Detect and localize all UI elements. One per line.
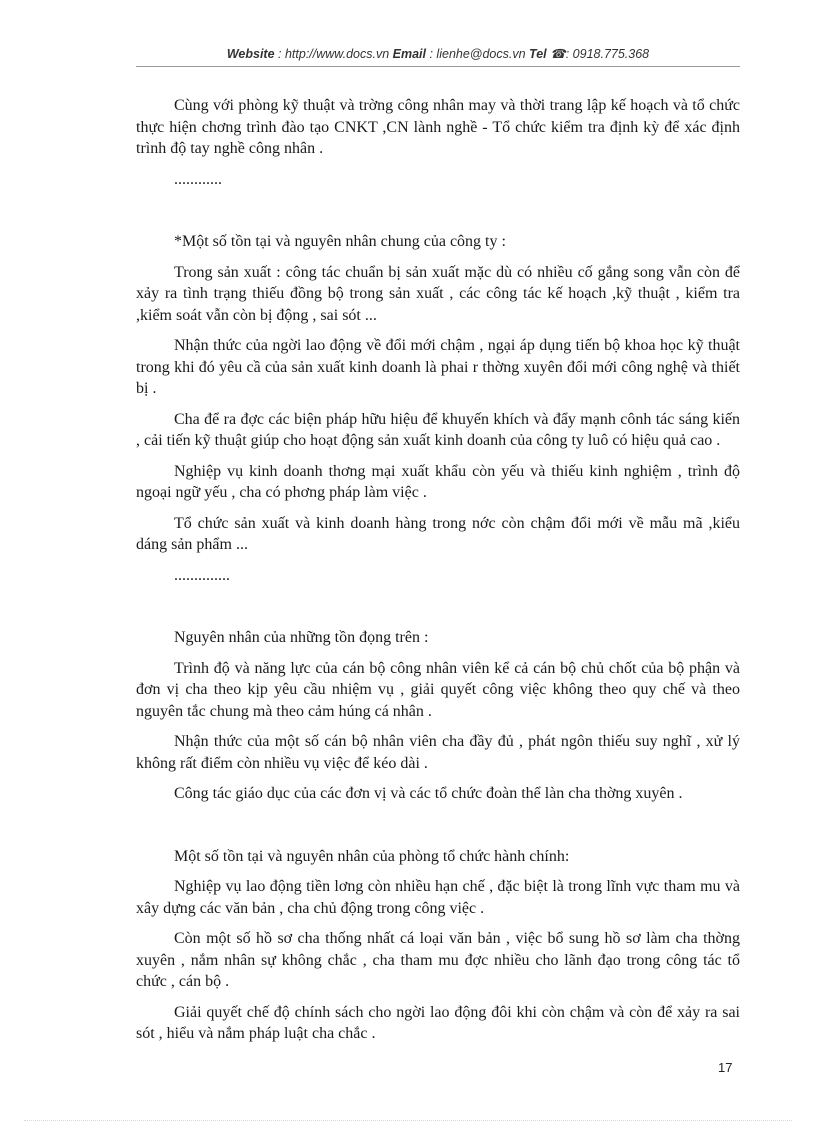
website-url: : http://www.docs.vn: [274, 47, 393, 61]
email-address: : lienhe@docs.vn: [426, 47, 530, 61]
paragraph: Giải quyết chế độ chính sách cho ngời lao động đôi khi còn chậm và còn để xảy ra sai sót , hiểu và nắm pháp luật cha chắc .: [136, 1003, 740, 1042]
spacer: [136, 199, 740, 231]
paragraph: Tổ chức sản xuất và kinh doanh hàng trong nớc còn chậm đổi mới về mẫu mã ,kiểu dáng sản phẩm ...: [136, 514, 740, 553]
phone-icon: ☎: [550, 47, 566, 61]
section-heading: Nguyên nhân của những tồn đọng trên :: [174, 629, 429, 646]
paragraph: Nghiệp vụ lao động tiền lơng còn nhiều hạn chế , đặc biệt là trong lĩnh vực tham mu và xây dựng các văn bản , cha chủ động trong công việc .: [136, 878, 740, 917]
tel-label: Tel: [529, 47, 547, 61]
spacer: [136, 595, 740, 627]
section-heading: Một số tồn tại và nguyên nhân của phòng tổ chức hành chính:: [174, 847, 570, 865]
website-label: Website: [226, 47, 275, 61]
email-label: Email: [392, 47, 427, 61]
paragraph: Cùng với phòng kỹ thuật và trờng công nhân may và thời trang lập kế hoạch và tổ chức thực hiện chơng trình đào tạo CNKT ,CN lành nghề - Tổ chức kiểm tra định kỳ để xác định trình độ tay nghề công nhân .: [136, 97, 740, 157]
paragraph: Trong sản xuất : công tác chuẩn bị sản xuất mặc dù có nhiều cố gắng song vẫn còn để xảy ra tình trạng thiếu đồng bộ trong sản xuất , các công tác kế hoạch ,kỹ thuật , kiểm tra ,kiểm soát vẫn còn bị động , sai sót ...: [136, 263, 740, 324]
paragraph: Còn một số hồ sơ cha thống nhất cá loại văn bản , việc bổ sung hồ sơ làm cha thờng xuyên , nắm nhân sự không chắc , cha tham mu đợc nhiều cho lãnh đạo trong công tác tổ chức , cán bộ .: [136, 930, 740, 990]
paragraph: Công tác giáo dục của các đơn vị và các tổ chức đoàn thể làn cha thờng xuyên .: [174, 785, 683, 802]
document-body: [136, 95, 740, 1054]
tel-number: : 0918.775.368: [565, 47, 650, 61]
ellipsis-separator: ............: [174, 170, 222, 188]
header-divider: [136, 66, 740, 67]
section-heading: *Một số tồn tại và nguyên nhân chung của công ty :: [174, 233, 506, 250]
paragraph: Cha để ra đợc các biện pháp hữu hiệu để khuyến khích và đẩy mạnh cônh tác sáng kiến , cải tiến kỹ thuật giúp cho hoạt động sản xuất kinh doanh của công ty luô có hiệu quả cao .: [136, 410, 740, 449]
ellipsis-separator: ..............: [174, 566, 230, 584]
paragraph: Nghiệp vụ kinh doanh thơng mại xuất khẩu còn yếu và thiếu kinh nghiệm , trình độ ngoại ngữ yếu , cha có phơng pháp làm việc .: [136, 462, 740, 501]
page-number: 17: [718, 1060, 733, 1075]
page-bottom-border: [24, 1120, 792, 1121]
spacer: [136, 814, 740, 846]
paragraph: Nhận thức của ngời lao động về đổi mới chậm , ngại áp dụng tiến bộ khoa học kỹ thuật trong khi đó yêu cầ của sản xuất kinh doanh là phai r thờng xuyên đổi mới công nghệ và thiết bị .: [136, 337, 740, 397]
paragraph: Trình độ và năng lực của cán bộ công nhân viên kể cả cán bộ chủ chốt của bộ phận và đơn vị cha theo kịp yêu cầu nhiệm vụ , giải quyết công việc không theo quy chế và theo nguyên tắc chung mà theo cảm húng cá nhân .: [136, 659, 740, 720]
page-header: [136, 46, 740, 61]
paragraph: Nhận thức của một số cán bộ nhân viên cha đầy đủ , phát ngôn thiếu suy nghĩ , xử lý không rất điểm còn nhiều vụ việc để kéo dài .: [136, 733, 740, 772]
